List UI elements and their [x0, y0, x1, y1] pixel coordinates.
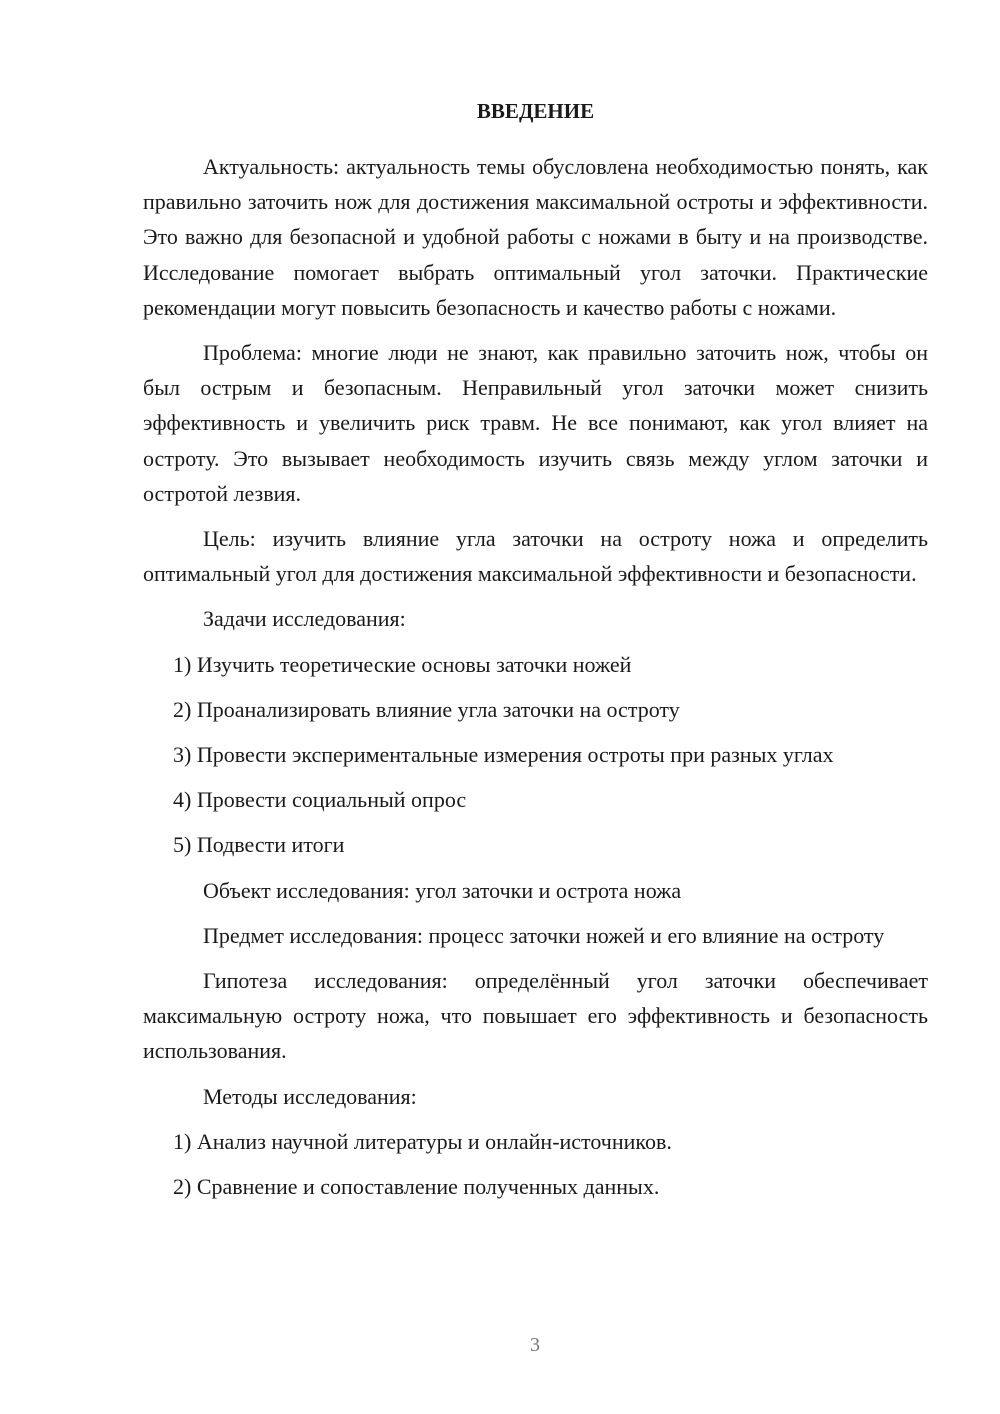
method-item: 1) Анализ научной литературы и онлайн-источников. [173, 1128, 672, 1154]
task-item: 3) Провести экспериментальные измерения остроты при разных углах [173, 742, 834, 768]
task-item: 1) Изучить теоретические основы заточки ножей [173, 651, 632, 677]
subject-paragraph: Предмет исследования: процесс заточки ножей и его влияние на остроту [203, 922, 885, 948]
document-page [143, 95, 928, 1214]
relevance-paragraph: Актуальность: актуальность темы обусловлена необходимостью понять, как правильно заточить нож для достижения максимальной остроты и эффективности. Это важно для безопасной и удобной работы с ножами в быту и на производстве. Исследование помогает выбрать оптимальный угол заточки. Практические рекомендации могут повысить безопасность и качество работы с ножами. [143, 154, 928, 320]
object-paragraph: Объект исследования: угол заточки и острота ножа [203, 877, 682, 903]
task-item: 2) Проанализировать влияние угла заточки на остроту [173, 696, 680, 722]
method-item: 2) Сравнение и сопоставление полученных данных. [173, 1174, 660, 1200]
goal-paragraph: Цель: изучить влияние угла заточки на остроту ножа и определить оптимальный угол для достижения максимальной эффективности и безопасности. [143, 526, 928, 587]
task-item: 5) Подвести итоги [173, 832, 345, 858]
page-number: 3 [530, 1334, 540, 1356]
tasks-heading: Задачи исследования: [203, 606, 406, 632]
task-item: 4) Провести социальный опрос [173, 787, 467, 813]
methods-heading: Методы исследования: [203, 1083, 417, 1109]
problem-paragraph: Проблема: многие люди не знают, как правильно заточить нож, чтобы он был острым и безопасным. Неправильный угол заточки может снизить эффективность и увеличить риск травм. Не все понимают, как угол влияет на остроту. Это вызывает необходимость изучить связь между углом заточки и остротой лезвия. [143, 340, 928, 506]
page-title: ВВЕДЕНИЕ [476, 99, 595, 123]
hypothesis-paragraph: Гипотеза исследования: определённый угол заточки обеспечивает максимальную остроту ножа, что повышает его эффективность и безопасность использования. [143, 968, 928, 1064]
